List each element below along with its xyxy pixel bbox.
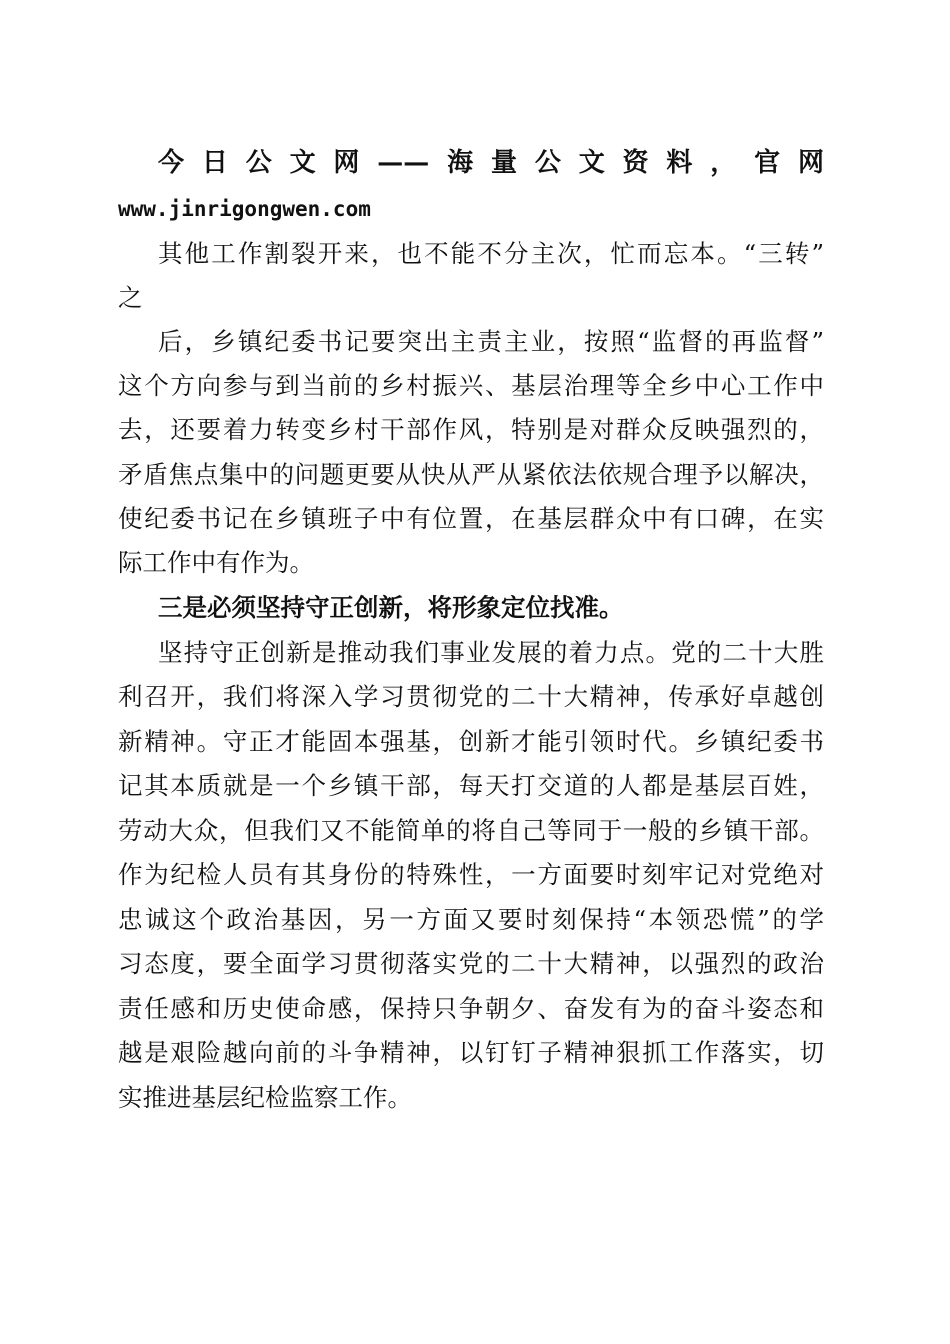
section-heading: 三是必须坚持守正创新，将形象定位找准。 bbox=[158, 593, 624, 622]
body-line: 责任感和历史使命感，保持只争朝夕、奋发有为的奋斗姿态和 bbox=[118, 994, 824, 1023]
body-line: 利召开，我们将深入学习贯彻党的二十大精神，传承好卓越创 bbox=[118, 682, 824, 711]
body-line: 际工作中有作为。 bbox=[118, 548, 314, 577]
body-line: 之 bbox=[118, 283, 143, 312]
body-line: 越是艰险越向前的斗争精神，以钉钉子精神狠抓工作落实，切 bbox=[118, 1038, 824, 1067]
body-line: 劳动大众，但我们又不能简单的将自己等同于一般的乡镇干部。 bbox=[118, 816, 824, 845]
body-line: 习态度，要全面学习贯彻落实党的二十大精神，以强烈的政治 bbox=[118, 949, 824, 978]
body-line: 记其本质就是一个乡镇干部，每天打交道的人都是基层百姓， bbox=[118, 771, 824, 800]
body-line: 作为纪检人员有其身份的特殊性，一方面要时刻牢记对党绝对 bbox=[118, 860, 824, 889]
header-url: www.jinrigongwen.com bbox=[118, 197, 371, 221]
body-line: 这个方向参与到当前的乡村振兴、基层治理等全乡中心工作中 bbox=[118, 371, 824, 400]
body-line: 坚持守正创新是推动我们事业发展的着力点。党的二十大胜 bbox=[158, 638, 824, 667]
body-line: 去，还要着力转变乡村干部作风，特别是对群众反映强烈的， bbox=[118, 415, 824, 444]
body-line: 实推进基层纪检监察工作。 bbox=[118, 1083, 412, 1112]
body-line: 使纪委书记在乡镇班子中有位置，在基层群众中有口碑，在实 bbox=[118, 504, 824, 533]
body-line: 其他工作割裂开来，也不能不分主次，忙而忘本。“三转” bbox=[158, 239, 824, 268]
body-line: 忠诚这个政治基因，另一方面又要时刻保持“本领恐慌”的学 bbox=[118, 905, 824, 934]
body-line: 矛盾焦点集中的问题更要从快从严从紧依法依规合理予以解决， bbox=[118, 460, 824, 489]
header-title: 今日公文网——海量公文资料，官网 bbox=[158, 148, 824, 178]
body-line: 新精神。守正才能固本强基，创新才能引领时代。乡镇纪委书 bbox=[118, 727, 824, 756]
body-line: 后，乡镇纪委书记要突出主责主业，按照“监督的再监督” bbox=[158, 327, 824, 356]
